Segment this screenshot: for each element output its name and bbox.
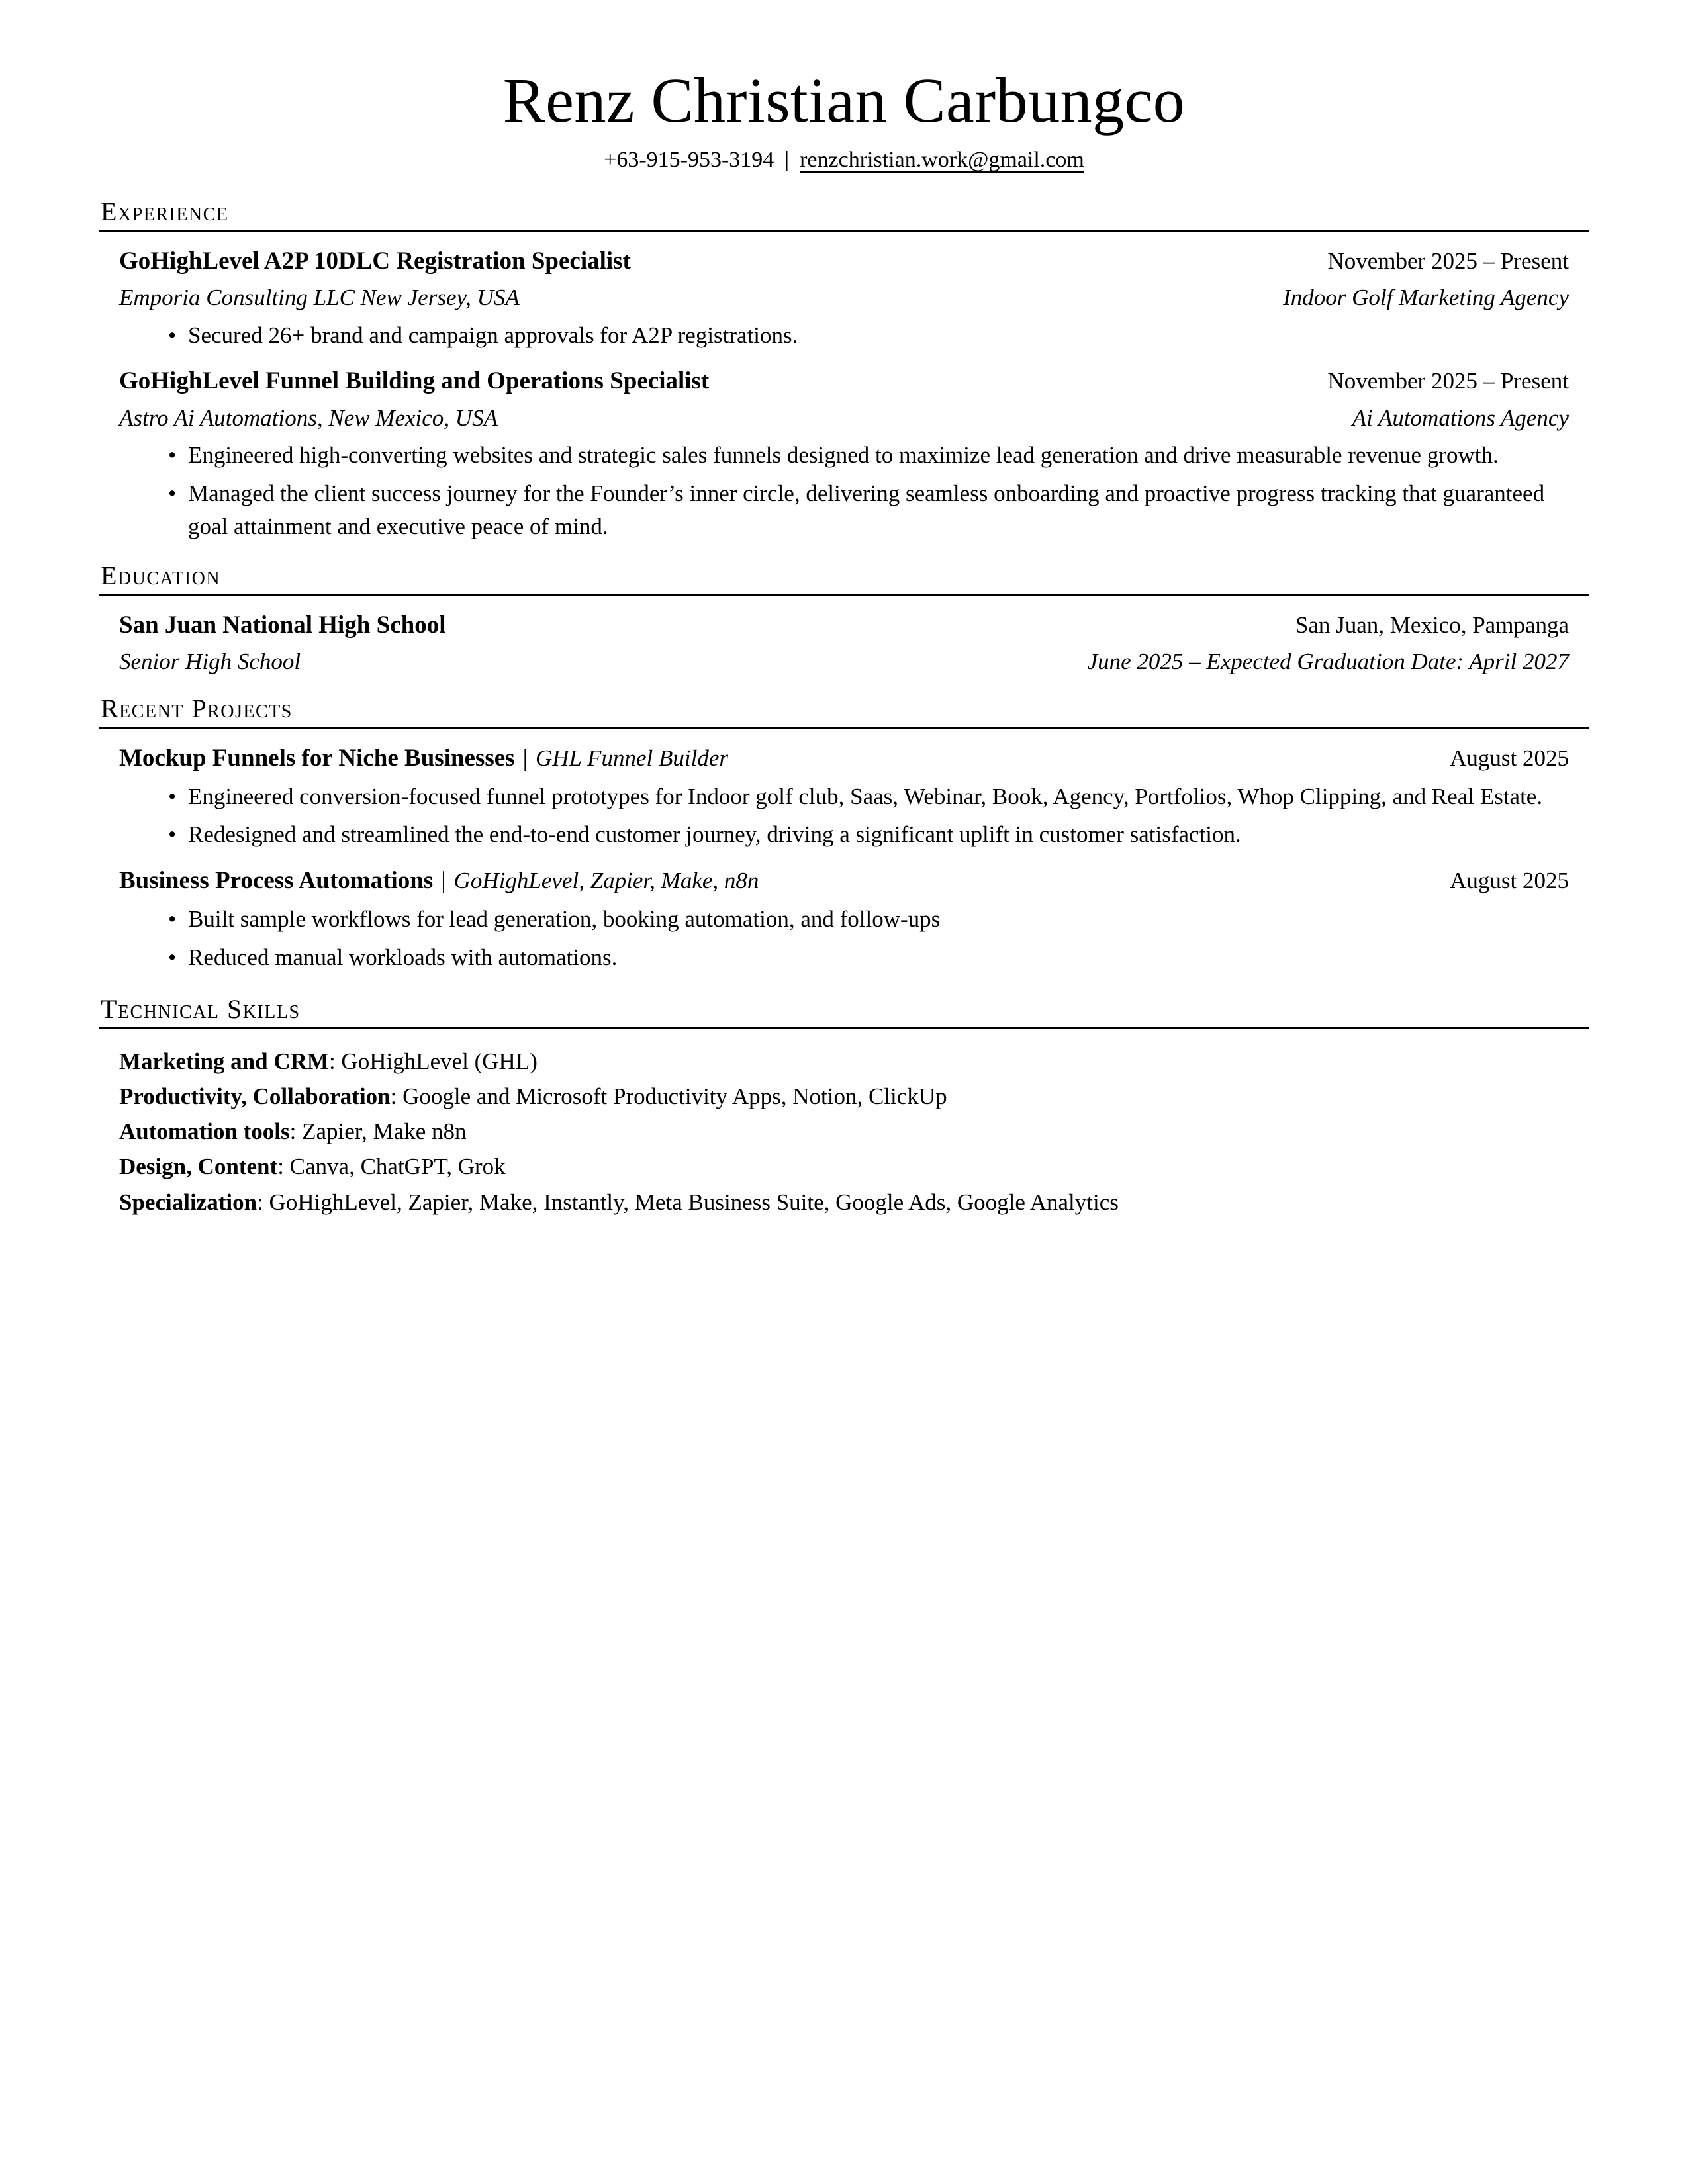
section-title-skills: Technical Skills: [101, 993, 301, 1024]
list-item: • Redesigned and streamlined the end-to-end customer journey, driving a significant uplift in customer satisfaction.: [168, 818, 1569, 851]
job-title: GoHighLevel A2P 10DLC Registration Specialist: [119, 247, 631, 275]
project-entries: [99, 743, 1589, 974]
skill-category: Specialization: [119, 1189, 258, 1215]
section-rule-projects: [99, 727, 1589, 729]
contact-separator: |: [784, 148, 790, 172]
project-heading: [119, 743, 728, 774]
company-name: Astro Ai Automations, New Mexico, USA: [119, 404, 498, 431]
project-bullets: [119, 780, 1569, 851]
job-date: November 2025 – Present: [1327, 368, 1569, 394]
entry-subheader-row: [119, 404, 1569, 433]
section-education: [99, 561, 1589, 676]
school-location: San Juan, Mexico, Pampanga: [1295, 612, 1569, 638]
skill-category: Marketing and CRM: [119, 1048, 329, 1074]
section-skills: [99, 994, 1589, 1220]
section-projects: [99, 694, 1589, 974]
project-entry: [119, 866, 1569, 974]
skill-values: : GoHighLevel (GHL): [328, 1048, 538, 1074]
job-bullets: [119, 439, 1569, 543]
project-entry: [119, 743, 1569, 852]
skills-list: [99, 1044, 1589, 1220]
project-name: Mockup Funnels for Niche Businesses: [119, 744, 515, 772]
entry-header-row: [119, 366, 1569, 396]
section-title-projects: Recent Projects: [101, 693, 293, 723]
contact-line: [0, 147, 1688, 174]
list-item: • Reduced manual workloads with automations.: [168, 941, 1569, 974]
experience-entries: [99, 246, 1589, 543]
skill-values: : Zapier, Make n8n: [289, 1118, 467, 1145]
candidate-name: Renz Christian Carbungco: [502, 65, 1186, 136]
section-spacer: [99, 543, 1589, 561]
skill-row: [119, 1079, 1569, 1114]
project-separator: |: [441, 867, 446, 895]
entry-subheader-row: [119, 283, 1569, 312]
education-entries: [99, 610, 1589, 676]
entry-header-row: [119, 866, 1569, 896]
job-title: GoHighLevel Funnel Building and Operations Specialist: [119, 367, 710, 395]
skill-row: [119, 1149, 1569, 1184]
job-date: November 2025 – Present: [1327, 248, 1569, 274]
entry-subheader-row: [119, 647, 1569, 676]
list-item: • Engineered high-converting websites and strategic sales funnels designed to maximize lead generation and drive measurable revenue growth.: [168, 439, 1569, 472]
resume-body: [0, 197, 1688, 1220]
skill-values: : Canva, ChatGPT, Grok: [277, 1154, 506, 1180]
skill-category: Automation tools: [119, 1118, 290, 1145]
project-date: August 2025: [1450, 745, 1569, 771]
project-separator: |: [522, 744, 528, 772]
skill-category: Design, Content: [119, 1154, 278, 1180]
list-item: • Secured 26+ brand and campaign approvals for A2P registrations.: [168, 319, 1569, 352]
section-experience: [99, 197, 1589, 543]
project-bullets: [119, 903, 1569, 974]
experience-entry: [119, 246, 1569, 352]
list-item: • Managed the client success journey for the Founder’s inner circle, delivering seamless onboarding and proactive progress tracking that guaranteed goal attainment and executive peace of mind.: [168, 477, 1569, 543]
education-entry: [119, 610, 1569, 676]
list-item: • Engineered conversion-focused funnel prototypes for Indoor golf club, Saas, Webinar, Book, Agency, Portfolios, Whop Clipping, and Real Estate.: [168, 780, 1569, 813]
phone-number[interactable]: +63-915-953-3194: [604, 148, 774, 172]
section-spacer: [99, 974, 1589, 994]
project-tech-stack: GoHighLevel, Zapier, Make, n8n: [453, 868, 759, 894]
section-title-experience: Experience: [101, 196, 229, 226]
skill-values: : GoHighLevel, Zapier, Make, Instantly, Meta Business Suite, Google Ads, Google Analytics: [257, 1189, 1119, 1215]
section-rule-education: [99, 594, 1589, 596]
section-rule-skills: [99, 1027, 1589, 1029]
section-rule-experience: [99, 230, 1589, 232]
experience-entry: [119, 366, 1569, 543]
skill-row: [119, 1185, 1569, 1220]
entry-header-row: [119, 246, 1569, 277]
school-dates: June 2025 – Expected Graduation Date: April 2027: [1087, 648, 1569, 674]
section-spacer: [99, 676, 1589, 694]
resume-header: [0, 0, 1688, 174]
skill-row: [119, 1114, 1569, 1149]
entry-header-row: [119, 610, 1569, 641]
company-name: Emporia Consulting LLC New Jersey, USA: [119, 285, 520, 311]
entry-header-row: [119, 743, 1569, 774]
section-title-education: Education: [101, 560, 221, 590]
project-name: Business Process Automations: [119, 867, 434, 895]
project-heading: [119, 866, 759, 896]
skill-row: [119, 1044, 1569, 1079]
company-descriptor: Ai Automations Agency: [1352, 404, 1569, 431]
school-name: San Juan National High School: [119, 611, 446, 639]
job-bullets: [119, 319, 1569, 352]
skill-values: : Google and Microsoft Productivity Apps, Notion, ClickUp: [390, 1083, 947, 1109]
skill-category: Productivity, Collaboration: [119, 1083, 391, 1109]
degree-name: Senior High School: [119, 648, 301, 674]
company-descriptor: Indoor Golf Marketing Agency: [1283, 285, 1569, 311]
list-item: • Built sample workflows for lead generation, booking automation, and follow-ups: [168, 903, 1569, 936]
project-tech-stack: GHL Funnel Builder: [536, 745, 729, 771]
project-date: August 2025: [1450, 868, 1569, 894]
email-link[interactable]: renzchristian.work@gmail.com: [800, 148, 1084, 172]
